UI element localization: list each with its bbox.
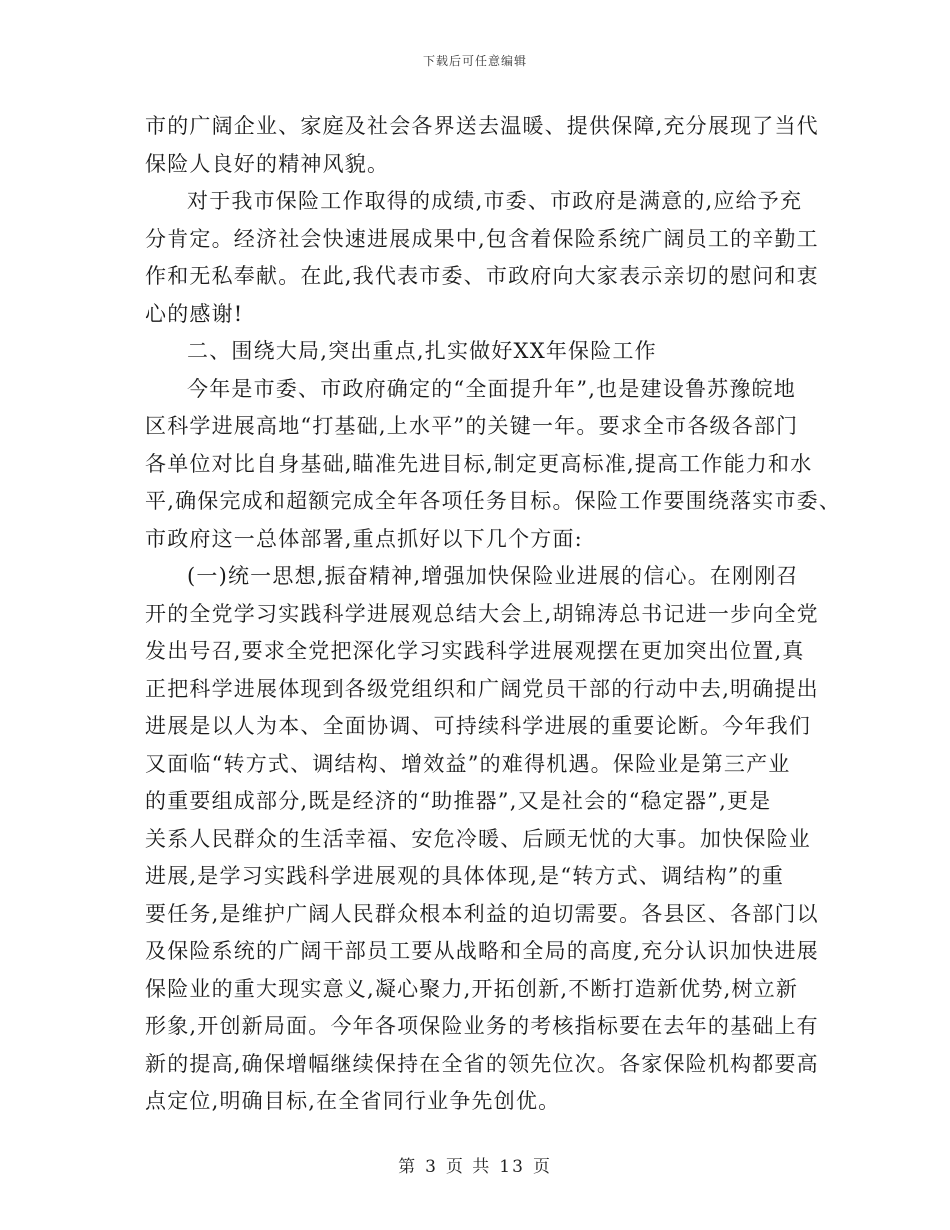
text-line: 又面临“转方式、调结构、增效益”的难得机遇。保险业是第三产业 — [145, 751, 791, 776]
text-line: 心的感谢! — [145, 301, 244, 326]
text-line: 形象,开创新局面。今年各项保险业务的考核指标要在去年的基础上有 — [145, 1014, 819, 1038]
text-line: 分肯定。经济社会快速进展成果中,包含着保险系统广阔员工的辛勤工 — [145, 226, 819, 251]
text-line: 进展是以人为本、全面协调、可持续科学进展的重要论断。今年我们 — [145, 714, 811, 738]
text-line: 区科学进展高地“打基础,上水平”的关键一年。要求全市各级各部门 — [145, 414, 799, 438]
text-line: 开的全党学习实践科学进展观总结大会上,胡锦涛总书记进一步向全党 — [145, 601, 819, 626]
text-line: 对于我市保险工作取得的成绩,市委、市政府是满意的,应给予充 — [187, 189, 803, 213]
text-line: (一)统一思想,振奋精神,增强加快保险业进展的信心。在刚刚召 — [187, 564, 799, 588]
text-line: 关系人民群众的生活幸福、安危冷暖、后顾无忧的大事。加快保险业 — [145, 826, 811, 851]
page-total: 13 — [499, 1157, 525, 1177]
text-line: 市政府这一总体部署,重点抓好以下几个方面: — [145, 526, 583, 551]
page-number: 3 — [425, 1157, 438, 1177]
text-line: 的重要组成部分,既是经济的“助推器”,又是社会的“稳定器”,更是 — [145, 789, 772, 813]
text-line: 发出号召,要求全党把深化学习实践科学进展观摆在更加突出位置,真 — [145, 639, 805, 663]
text-line: 及保险系统的广阔干部员工要从战略和全局的高度,充分认识加快进展 — [145, 939, 819, 963]
text-line: 保险人良好的精神风貌。 — [145, 151, 390, 176]
text-line: 各单位对比自身基础,瞄准先进目标,制定更高标准,提高工作能力和水 — [145, 451, 813, 476]
page-footer — [0, 1152, 950, 1177]
body-text — [145, 108, 842, 1121]
text-line: 今年是市委、市政府确定的“全面提升年”,也是建设鲁苏豫皖地 — [187, 376, 796, 401]
text-line: 新的提高,确保增幅继续保持在全省的领先位次。各家保险机构都要高 — [145, 1051, 819, 1076]
text-line: 要任务,是维护广阔人民群众根本利益的迫切需要。各县区、各部门以 — [145, 901, 819, 926]
text-line: 正把科学进展体现到各级党组织和广阔党员干部的行动中去,明确提出 — [145, 676, 819, 701]
footer-prefix: 第 — [398, 1157, 418, 1177]
text-line: 点定位,明确目标,在全省同行业争先创优。 — [145, 1089, 561, 1113]
text-line: 进展,是学习实践科学进展观的具体体现,是“转方式、调结构”的重 — [145, 864, 785, 888]
section-heading: 二、围绕大局,突出重点,扎实做好XX年保险工作 — [187, 339, 657, 363]
text-line: 保险业的重大现实意义,凝心聚力,开拓创新,不断打造新优势,树立新 — [145, 976, 799, 1001]
header-note: 下载后可任意编辑 — [422, 54, 527, 68]
text-line: 作和无私奉献。在此,我代表市委、市政府向大家表示亲切的慰问和衷 — [145, 264, 819, 288]
footer-suffix: 页 — [532, 1157, 552, 1177]
text-line: 市的广阔企业、家庭及社会各界送去温暖、提供保障,充分展现了当代 — [145, 114, 819, 138]
text-line: 平,确保完成和超额完成全年各项任务目标。保险工作要围绕落实市委、 — [145, 489, 842, 513]
footer-middle: 页 共 — [445, 1157, 492, 1177]
